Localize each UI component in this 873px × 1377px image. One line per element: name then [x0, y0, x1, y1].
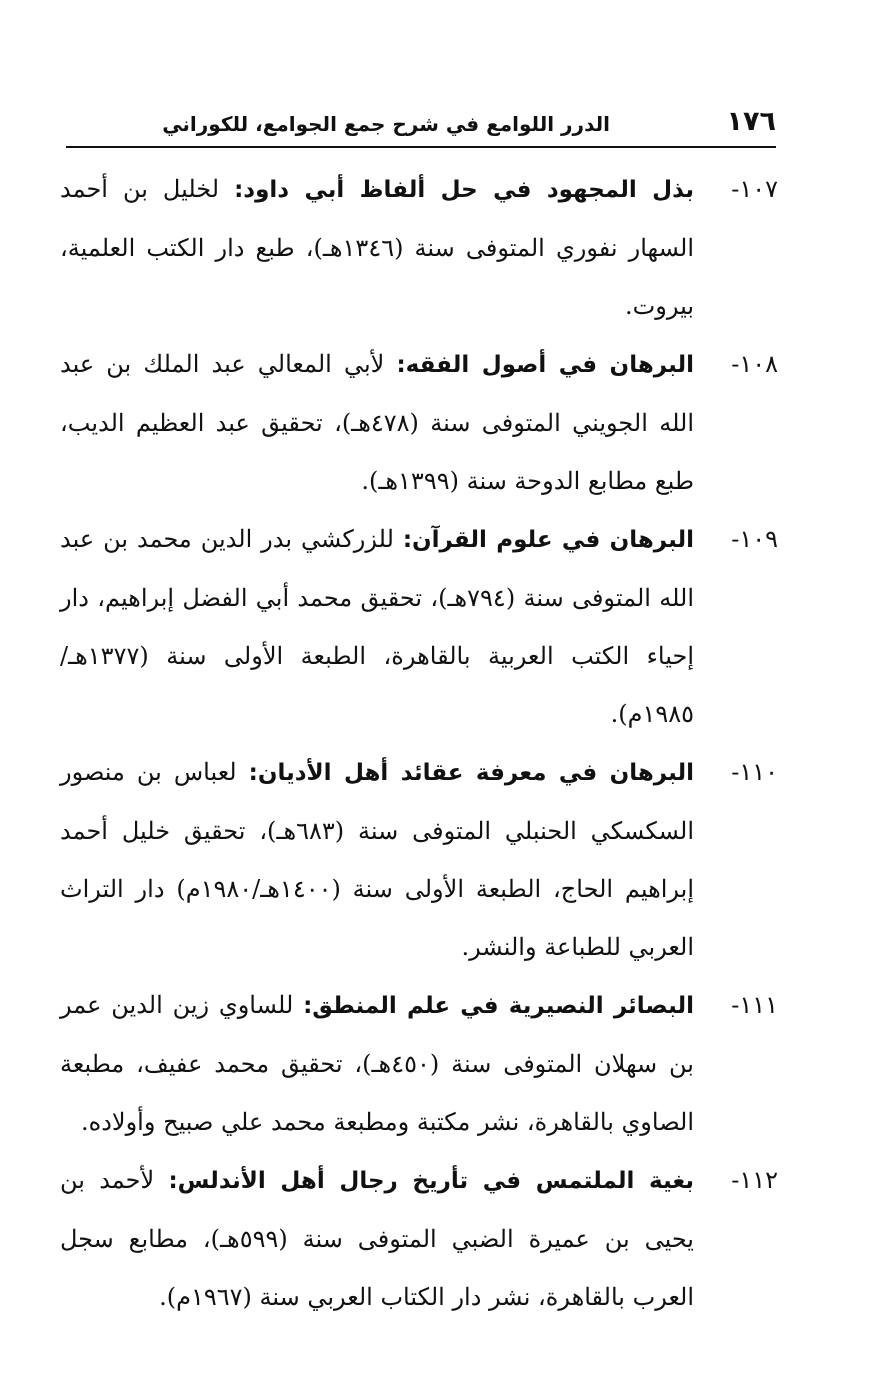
bibliography-entry — [60, 1151, 778, 1326]
entry-number: ١٠٩- — [731, 525, 778, 553]
entry-title: البرهان في أصول الفقه: — [396, 352, 694, 378]
entry-text: للزركشي بدر الدين محمد بن عبد الله المتوفى سنة (٧٩٤هـ)، تحقيق محمد أبي الفضل إبراهيم، دار إحياء الكتب العربية بالقاهرة، الطبعة الأولى سنة (١٣٧٧هـ/ ١٩٨٥م). — [60, 525, 694, 728]
page-number: ١٧٦ — [726, 106, 776, 137]
bibliography-entry — [60, 743, 778, 976]
entry-number: ١١٠- — [731, 758, 778, 786]
entry-text: لأبي المعالي عبد الملك بن عبد الله الجويني المتوفى سنة (٤٧٨هـ)، تحقيق عبد العظيم الديب، طبع مطابع الدوحة سنة (١٣٩٩هـ). — [60, 350, 694, 495]
entry-text: لعباس بن منصور السكسكي الحنبلي المتوفى سنة (٦٨٣هـ)، تحقيق خليل أحمد إبراهيم الحاج، الطبعة الأولى سنة (١٤٠٠هـ/١٩٨٠م) دار التراث العربي للطباعة والنشر. — [60, 758, 695, 961]
bibliography-list — [60, 160, 778, 1326]
entry-number: ١١١- — [731, 991, 778, 1019]
bibliography-entry — [60, 976, 778, 1151]
entry-number: ١٠٨- — [731, 350, 778, 378]
entry-title: البرهان في علوم القرآن: — [402, 527, 694, 553]
page-header — [66, 100, 776, 148]
bibliography-entry — [60, 510, 778, 743]
entry-text: لخليل بن أحمد السهار نفوري المتوفى سنة (١٣٤٦هـ)، طبع دار الكتب العلمية، بيروت. — [60, 175, 694, 320]
bibliography-entry — [60, 160, 778, 335]
running-title: الدرر اللوامع في شرح جمع الجوامع، للكوراني — [162, 112, 610, 136]
entry-title: بذل المجهود في حل ألفاظ أبي داود: — [234, 177, 694, 203]
entry-title: البصائر النصيرية في علم المنطق: — [303, 993, 694, 1019]
entry-title: بغية الملتمس في تأريخ رجال أهل الأندلس: — [168, 1168, 694, 1194]
bibliography-entry — [60, 335, 778, 510]
entry-text: لأحمد بن يحيى بن عميرة الضبي المتوفى سنة (٥٩٩هـ)، مطابع سجل العرب بالقاهرة، نشر دار الكتاب العربي سنة (١٩٦٧م). — [60, 1166, 694, 1311]
entry-title: البرهان في معرفة عقائد أهل الأديان: — [248, 760, 694, 786]
entry-number: ١٠٧- — [731, 175, 778, 203]
entry-number: ١١٢- — [731, 1166, 778, 1194]
entry-text: للساوي زين الدين عمر بن سهلان المتوفى سنة (٤٥٠هـ)، تحقيق محمد عفيف، مطبعة الصاوي بالقاهرة، نشر مكتبة ومطبعة محمد علي صبيح وأولاده. — [60, 991, 694, 1136]
